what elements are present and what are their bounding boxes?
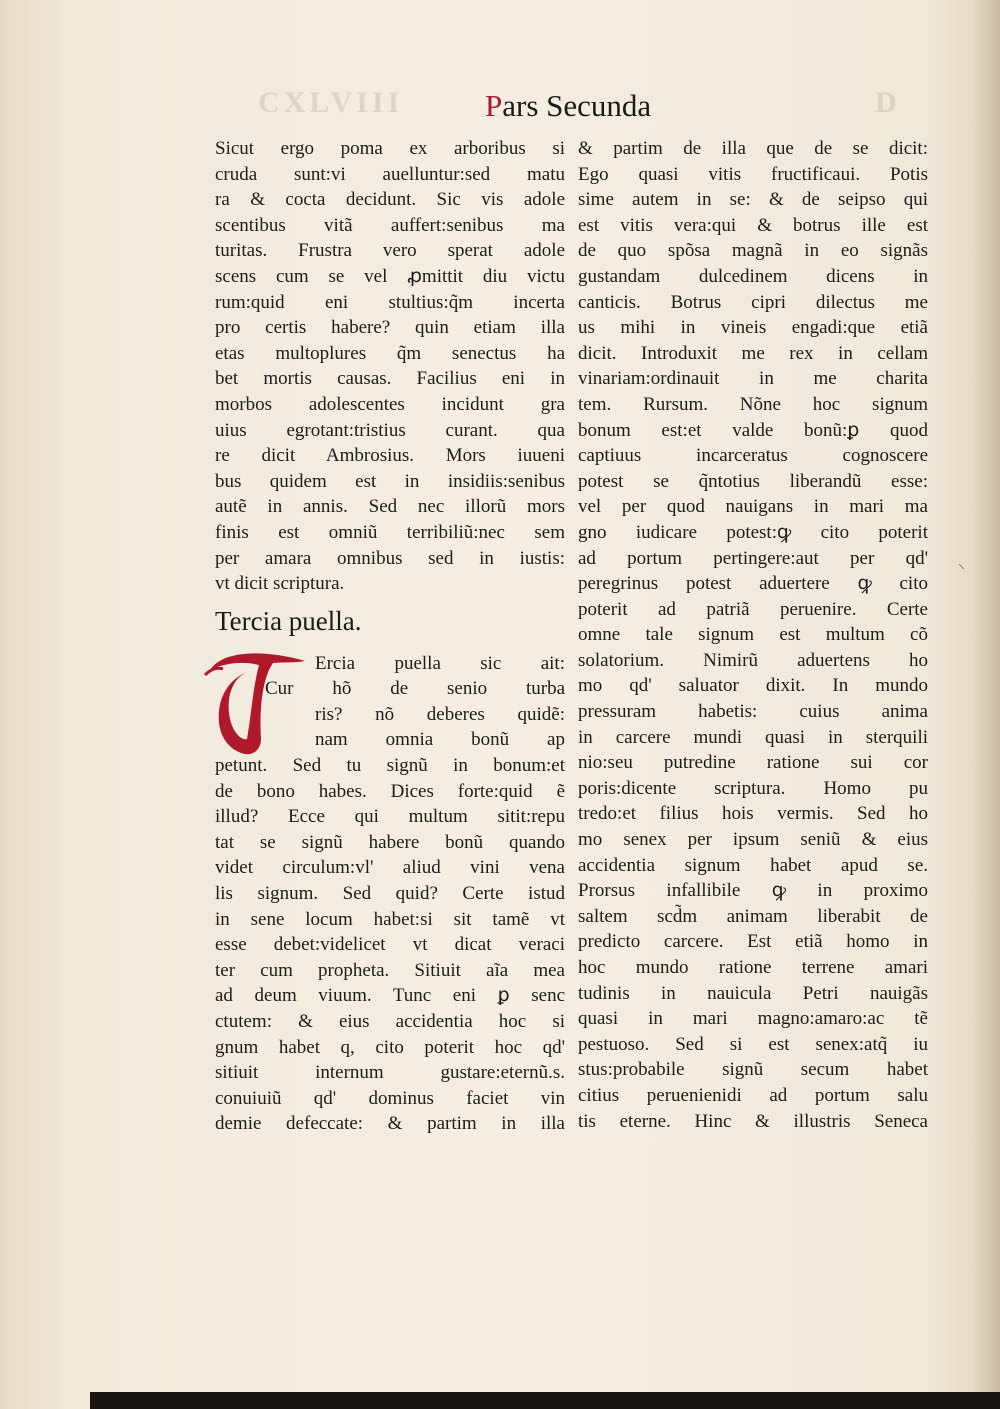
text-line: Prorsus infallibile ꝙ in proximo (578, 880, 928, 902)
text-line: tat se signũ habere bonũ quando (215, 831, 565, 853)
left-column-continuation (215, 753, 565, 1137)
text-line: turitas. Frustra vero sperat adole (215, 240, 565, 262)
text-line: saltem scd̃m animam liberabit de (578, 905, 928, 927)
text-line: vel per quod nauigans in mari ma (578, 496, 928, 518)
section-heading: Tercia puella. (215, 605, 362, 636)
text-line: ris? nõ deberes quidẽ: (315, 703, 565, 725)
text-line: cruda sunt:vi auelluntur:sed matu (215, 163, 565, 185)
text-line: poterit ad patriã peruenire. Certe (578, 598, 928, 620)
text-line: tredo:et filius hois vermis. Sed ho (578, 803, 928, 825)
text-line: vt dicit scriptura. (215, 573, 345, 595)
text-line: est vitis vera:qui & botrus ille est (578, 214, 928, 236)
text-line: gno iudicare potest:ꝙ cito poterit (578, 521, 928, 543)
text-line: in carcere mundi quasi in sterquili (578, 726, 928, 748)
text-line: captiuus incarceratus cognoscere (578, 445, 928, 467)
bleed-through-header-left: CXLVIII (258, 86, 404, 119)
text-line: accidentia signum habet apud se. (578, 854, 928, 876)
text-line: Sicut ergo poma ex arboribus si (215, 138, 565, 159)
text-line: dicit. Introduxit me rex in cellam (578, 342, 928, 364)
text-line: nio:seu putredine ratione sui cor (578, 752, 928, 774)
left-column-body (215, 136, 565, 597)
text-line: quasi in mari magno:amaro:ac tẽ (578, 1008, 928, 1030)
text-line: pressuram habetis: cuius anima (578, 701, 928, 723)
text-line: Ego quasi vitis fructificaui. Potis (578, 163, 928, 185)
text-line: canticis. Botrus cipri dilectus me (578, 291, 928, 313)
text-line: petunt. Sed tu signũ in bonum:et (215, 755, 565, 777)
text-line: us mihi in vineis engadi:que etiã (578, 317, 928, 339)
text-line: morbos adolescentes incidunt gra (215, 393, 565, 415)
right-column-body (578, 136, 928, 1134)
text-line: tem. Rursum. Nõne hoc signum (578, 393, 928, 415)
text-line: citius peruenienidi ad portum salu (578, 1084, 928, 1106)
text-line: etas multoplures q̃m senectus ha (215, 342, 565, 364)
text-line: poris:dicente scriptura. Homo pu (578, 777, 928, 799)
text-line: tudinis in nauicula Petri nauigãs (578, 982, 928, 1004)
scan-bottom-border (90, 1392, 1000, 1409)
text-line: predicto carcere. Est etiã homo in (578, 931, 928, 953)
text-line: omne tale signum est multum cõ (578, 624, 928, 646)
text-line: gnum habet q, cito poterit hoc qd' (215, 1036, 565, 1058)
text-line: & partim de illa que de se dicit: (578, 138, 928, 159)
text-line: Cur hõ de senio turba (265, 678, 565, 700)
text-line: sitiuit internum gustare:eternũ.s. (215, 1062, 565, 1084)
text-line: pestuoso. Sed si est senex:atq̃ iu (578, 1033, 928, 1055)
text-line: gustandam dulcedinem dicens in (578, 265, 928, 287)
text-line: mo qd' saluator dixit. In mundo (578, 675, 928, 697)
text-line: pro certis habere? quin etiam illa (215, 317, 565, 339)
text-line: per amara omnibus sed in iustis: (215, 547, 565, 569)
text-line: ad portum pertingere:aut per qd' (578, 547, 928, 569)
text-line: rum:quid eni stultius:q̃m incerta (215, 291, 565, 313)
running-head-initial: P (485, 88, 503, 123)
text-line: sime autem in se: & de seipso qui (578, 189, 928, 211)
text-line: uius egrotant:tristius curant. qua (215, 419, 565, 441)
text-line: conuiuiũ qd' dominus faciet vin (215, 1087, 565, 1109)
text-line: autẽ in annis. Sed nec illorũ mors (215, 496, 565, 518)
text-line: re dicit Ambrosius. Mors iuueni (215, 445, 565, 467)
text-line: potest se q̃ntotius liberandũ esse: (578, 470, 928, 492)
drop-cap-paragraph (215, 651, 565, 753)
text-line: stus:probabile signũ secum habet (578, 1059, 928, 1081)
text-line: scens cum se vel ꝓmittit diu victu (215, 265, 565, 287)
text-line: in sene locum habet:si sit tamẽ vt (215, 908, 565, 930)
text-line: hoc mundo ratione terrene amari (578, 957, 928, 978)
text-line: bet mortis causas. Facilius eni in (215, 368, 565, 390)
text-line: bus quidem est in insidiis:senibus (215, 470, 565, 492)
text-line: mo senex per ipsum seniũ & eius (578, 829, 928, 851)
text-line: de bono habes. Dices forte:quid ẽ (215, 780, 565, 802)
text-line: videt circulum:vl' aliud vini vena (215, 857, 565, 879)
text-line: demie defeccate: & partim in illa (215, 1113, 565, 1135)
text-line: tis eterne. Hinc & illustris Seneca (578, 1110, 928, 1132)
text-line: ra & cocta decidunt. Sic vis adole (215, 189, 565, 211)
text-line: vinariam:ordinauit in me charita (578, 368, 928, 390)
text-line: lis signum. Sed quid? Certe istud (215, 883, 565, 905)
text-line: bonum est:et valde bonũ:ꝑ quod (578, 419, 928, 441)
text-line: esse debet:videlicet vt dicat veraci (215, 934, 565, 956)
text-line: illud? Ecce qui multum sitit:repu (215, 806, 565, 828)
text-line: scentibus vitã auffert:senibus ma (215, 214, 565, 236)
text-line: Ercia puella sic ait: (315, 652, 565, 674)
text-line: ter cum propheta. Sitiuit aĩa mea (215, 959, 565, 981)
text-line: finis est omniũ terribiliũ:nec sem (215, 521, 565, 543)
page-edge-shadow (972, 0, 1000, 1409)
left-text-column (215, 136, 565, 1137)
text-line: de quo spõsa magnã in eo signãs (578, 240, 928, 262)
text-line: nam omnia bonũ ap (315, 729, 565, 751)
text-line: ctutem: & eius accidentia hoc si (215, 1011, 565, 1032)
bleed-through-header-right: D (875, 86, 901, 119)
text-line: solatorium. Nimirũ aduertens ho (578, 649, 928, 671)
text-line: peregrinus potest aduertere ꝙ cito (578, 573, 928, 595)
red-drop-initial-T (203, 647, 313, 759)
running-head (485, 88, 725, 132)
running-head-text: ars Secunda (502, 88, 652, 123)
margin-mark: ⸌ (958, 562, 965, 578)
text-line: ad deum viuum. Tunc eni ꝑ senc (215, 985, 565, 1007)
right-text-column (578, 136, 928, 1134)
